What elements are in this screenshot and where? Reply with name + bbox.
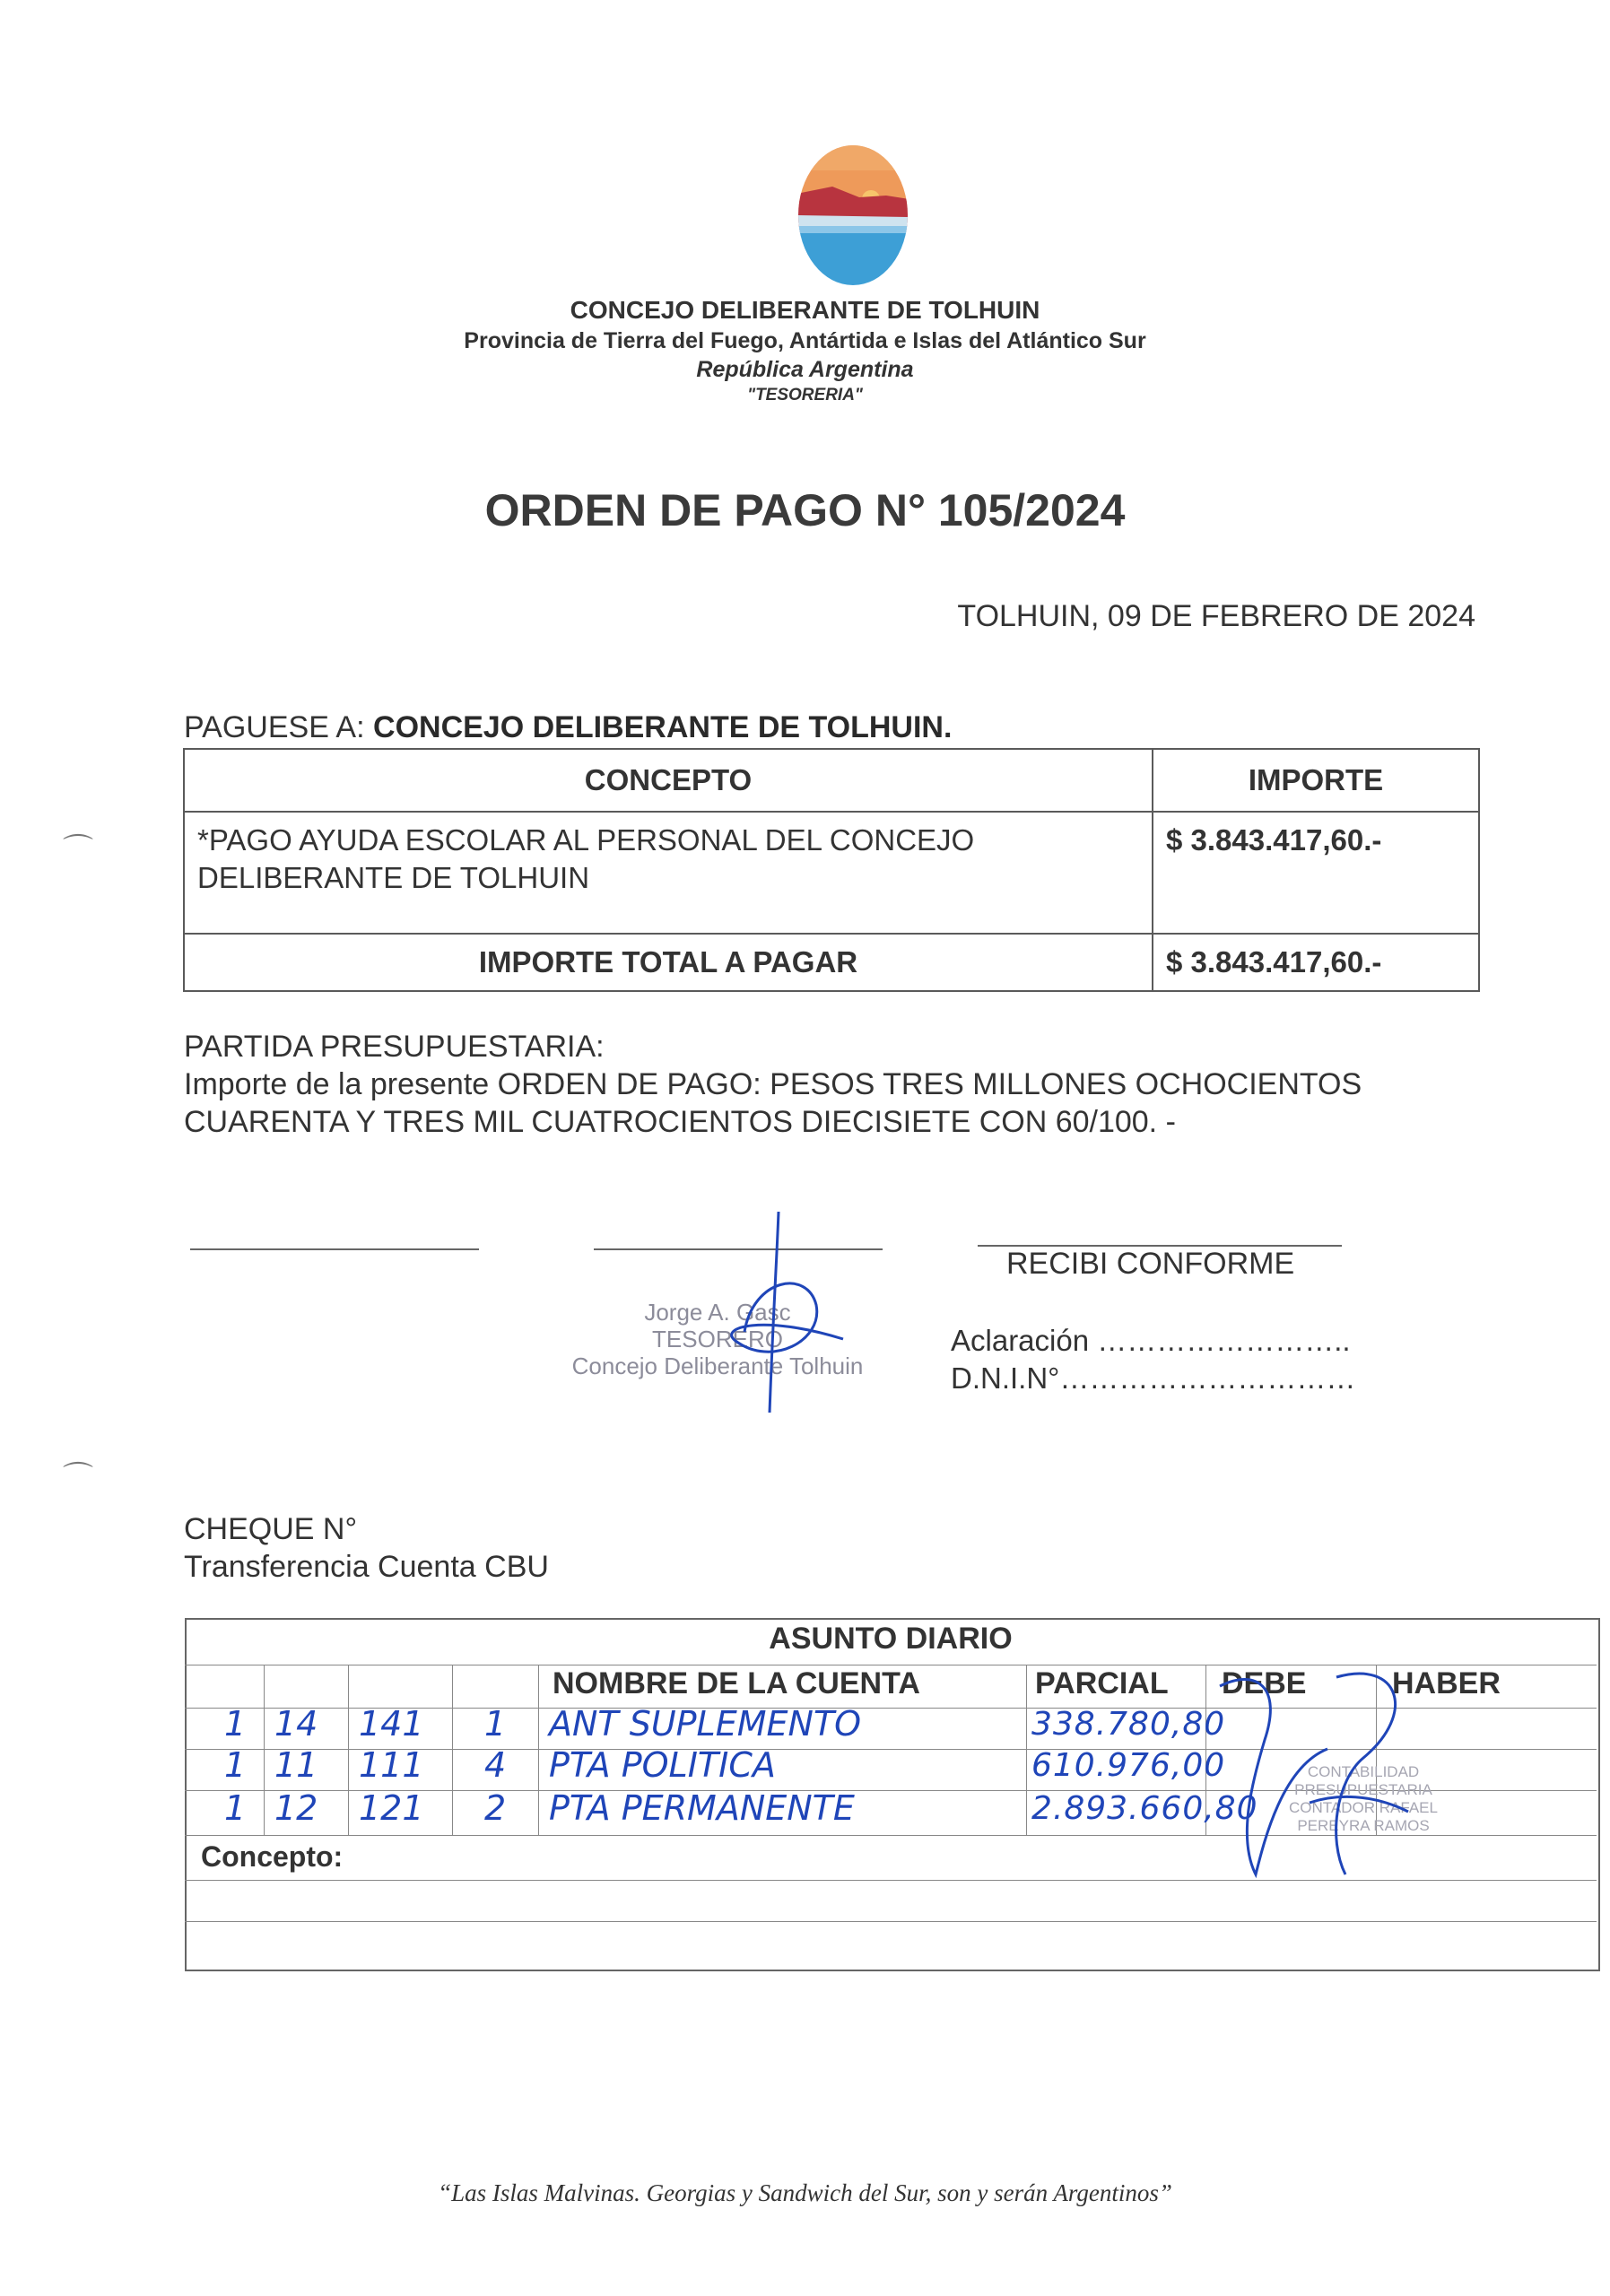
grid-line [1026, 1665, 1027, 1835]
payee-label: PAGUESE A: [184, 710, 374, 744]
total-importe: $ 3.843.417,60.- [1153, 934, 1479, 991]
footer-motto: “Las Islas Malvinas. Georgias y Sandwich del Sur, son y serán Argentinos” [438, 2179, 1172, 2206]
row2-c2: 11 [274, 1745, 318, 1785]
signature-line-1 [190, 1248, 479, 1250]
row1-c1: 1 [224, 1704, 247, 1744]
document-title: ORDEN DE PAGO N° 105/2024 [484, 485, 1126, 535]
row3-c3: 121 [359, 1788, 424, 1828]
payment-table [183, 748, 1480, 992]
date-line: TOLHUIN, 09 DE FEBRERO DE 2024 [957, 599, 1475, 633]
grid-line [348, 1665, 349, 1835]
row3-parcial: 2.893.660,80 [1031, 1790, 1258, 1827]
concepto-line1: *PAGO AYUDA ESCOLAR AL PERSONAL DEL CONCEJO [197, 823, 975, 857]
parcial-header: PARCIAL [1035, 1666, 1169, 1700]
cheque-label: CHEQUE N° [184, 1512, 358, 1546]
payment-method [184, 1510, 549, 1586]
grid-line [538, 1665, 539, 1835]
grid-line [185, 1921, 1597, 1922]
row1-c3: 141 [359, 1704, 424, 1744]
council-logo [796, 144, 909, 287]
partida-line1: Importe de la presente ORDEN DE PAGO: PESOS TRES MILLONES OCHOCIENTOS [184, 1067, 1362, 1101]
debe-header: DEBE [1222, 1666, 1307, 1700]
haber-header: HABER [1392, 1666, 1501, 1700]
punch-mark: ⌒ [63, 833, 93, 867]
row2-c4: 4 [484, 1745, 507, 1785]
accountant-signature [1202, 1659, 1453, 1883]
concepto-line2: DELIBERANTE DE TOLHUIN [197, 861, 590, 894]
row2-c1: 1 [224, 1745, 247, 1785]
row2-c3: 111 [359, 1745, 424, 1785]
row3-c4: 2 [484, 1788, 507, 1828]
row1-parcial: 338.780,80 [1031, 1706, 1226, 1743]
grid-line [264, 1665, 265, 1835]
transfer-label: Transferencia Cuenta CBU [184, 1550, 549, 1584]
row3-cuenta: PTA PERMANENTE [549, 1788, 855, 1828]
punch-mark: ⌒ [63, 1461, 93, 1495]
concepto-cell [184, 812, 1153, 934]
row1-c2: 14 [274, 1704, 318, 1744]
nombre-cuenta-header: NOMBRE DE LA CUENTA [553, 1666, 920, 1700]
treasurer-signature [691, 1206, 870, 1422]
payee-line [184, 710, 952, 745]
importe-cell: $ 3.843.417,60.- [1153, 812, 1479, 934]
concepto-label: Concepto: [201, 1840, 344, 1873]
row3-c1: 1 [224, 1788, 247, 1828]
asunto-title: ASUNTO DIARIO [769, 1622, 1013, 1656]
payee-name: CONCEJO DELIBERANTE DE TOLHUIN. [373, 710, 953, 744]
accounting-stamp-name: CONTADOR RAFAEL PEREYRA RAMOS [1289, 1799, 1438, 1834]
stamp-org: Concejo Deliberante Tolhuin [571, 1352, 864, 1379]
stamp-title: TESORERO [652, 1326, 783, 1352]
accounting-stamp-title: CONTABILIDAD PRESUPUESTARIA [1294, 1763, 1432, 1798]
partida-label: PARTIDA PRESUPUESTARIA: [184, 1030, 605, 1064]
row2-cuenta: PTA POLITICA [549, 1745, 776, 1785]
total-label: IMPORTE TOTAL A PAGAR [184, 934, 1153, 991]
concepto-header: CONCEPTO [184, 749, 1153, 812]
aclaracion-field: Aclaración …………………….. [951, 1324, 1351, 1357]
partida-block [184, 1028, 1511, 1141]
department-name: "TESORERIA" [747, 386, 863, 404]
row3-c2: 12 [274, 1788, 318, 1828]
row2-parcial: 610.976,00 [1031, 1747, 1226, 1784]
grid-line [452, 1665, 453, 1835]
stamp-name: Jorge A. Gasc [644, 1299, 791, 1326]
dni-field: D.N.I.N°………………………… [951, 1361, 1356, 1395]
recibi-conforme: RECIBI CONFORME [1006, 1247, 1295, 1281]
partida-line2: CUARENTA Y TRES MIL CUATROCIENTOS DIECISIETE CON 60/100. - [184, 1105, 1176, 1139]
country-name: República Argentina [696, 357, 914, 382]
province-name: Provincia de Tierra del Fuego, Antártida e Islas del Atlántico Sur [464, 328, 1146, 353]
org-name: CONCEJO DELIBERANTE DE TOLHUIN [570, 296, 1040, 324]
row1-cuenta: ANT SUPLEMENTO [549, 1704, 862, 1744]
importe-header: IMPORTE [1153, 749, 1479, 812]
row1-c4: 1 [484, 1704, 507, 1744]
